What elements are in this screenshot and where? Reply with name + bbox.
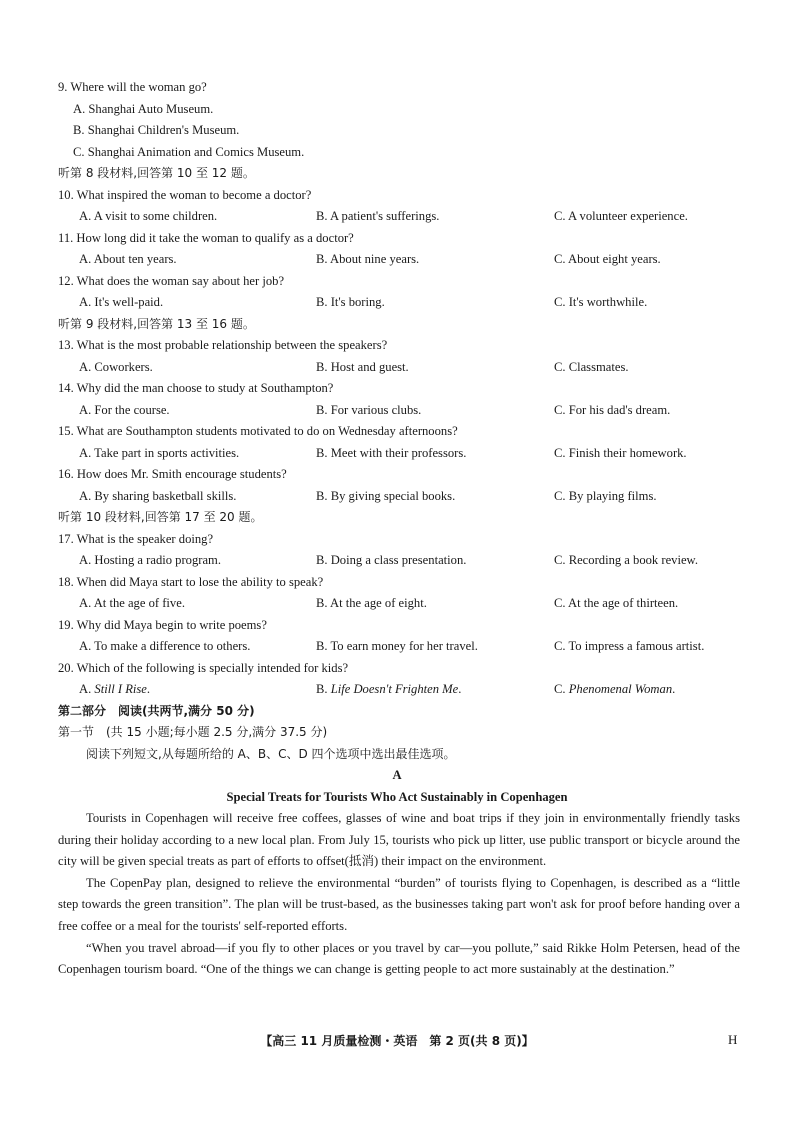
question-12-option-b: B. It's boring. <box>316 295 385 309</box>
passage-paragraph: The CopenPay plan, designed to relieve the environmental “burden” of tourists flying to Copenhagen, is described as a “little step towards the green transition”. The plan will be trust-based, as the businesses taking part won't ask for proof before handing over a free coffee or a meal for the tourists' self-reported efforts. <box>58 875 740 933</box>
option-letter: C. <box>554 682 569 696</box>
question-16-option-b: B. By giving special books. <box>316 489 456 503</box>
question-11-option-b: B. About nine years. <box>316 252 420 266</box>
question-17-option-c: C. Recording a book review. <box>554 553 698 567</box>
question-17-option-a: A. Hosting a radio program. <box>79 553 221 567</box>
question-20-option-a <box>79 681 150 697</box>
question-20-option-b <box>316 681 461 697</box>
question-13-option-a: A. Coworkers. <box>79 360 153 374</box>
question-9-option-a: A. Shanghai Auto Museum. <box>73 102 214 116</box>
section-instruction-10: 听第 10 段材料,回答第 17 至 20 题。 <box>58 510 263 524</box>
question-10-option-c: C. A volunteer experience. <box>554 209 688 223</box>
book-title: Still I Rise <box>94 682 147 696</box>
question-9-option-c: C. Shanghai Animation and Comics Museum. <box>73 145 305 159</box>
passage-paragraph: Tourists in Copenhagen will receive free coffees, glasses of wine and boat trips if they join in environmentally friendly tasks during their holiday according to a new local plan. From July 15, tourists who pick up litter, use public transport or bicycle around the city will be given special treats as part of efforts to offset(抵消) their impact on the environment. <box>58 811 740 869</box>
question-12-option-c: C. It's worthwhile. <box>554 295 648 309</box>
question-14: 14. Why did the man choose to study at Southampton? <box>58 381 334 395</box>
question-15: 15. What are Southampton students motivated to do on Wednesday afternoons? <box>58 424 458 438</box>
question-14-option-c: C. For his dad's dream. <box>554 403 671 417</box>
question-11-option-a: A. About ten years. <box>79 252 177 266</box>
book-title: Phenomenal Woman <box>568 682 673 696</box>
option-letter: B. <box>316 682 331 696</box>
question-19: 19. Why did Maya begin to write poems? <box>58 618 267 632</box>
part-two-title: 第二部分 阅读(共两节,满分 50 分) <box>58 704 255 718</box>
option-letter: A. <box>79 682 95 696</box>
question-10-option-b: B. A patient's sufferings. <box>316 209 440 223</box>
question-20: 20. Which of the following is specially intended for kids? <box>58 661 349 675</box>
question-14-option-b: B. For various clubs. <box>316 403 422 417</box>
question-9-option-b: B. Shanghai Children's Museum. <box>73 123 240 137</box>
section-instruction-8: 听第 8 段材料,回答第 10 至 12 题。 <box>58 166 255 180</box>
section-instruction-9: 听第 9 段材料,回答第 13 至 16 题。 <box>58 317 255 331</box>
question-11: 11. How long did it take the woman to qualify as a doctor? <box>58 231 354 245</box>
page-footer: 【高三 11 月质量检测・英语 第 2 页(共 8 页)】 <box>260 1034 534 1048</box>
reading-instruction: 阅读下列短文,从每题所给的 A、B、C、D 四个选项中选出最佳选项。 <box>86 747 456 761</box>
question-16-option-a: A. By sharing basketball skills. <box>79 489 237 503</box>
question-18-option-c: C. At the age of thirteen. <box>554 596 679 610</box>
question-10-option-a: A. A visit to some children. <box>79 209 218 223</box>
question-16: 16. How does Mr. Smith encourage students? <box>58 467 287 481</box>
question-13: 13. What is the most probable relationship between the speakers? <box>58 338 388 352</box>
option-punct: . <box>458 682 462 696</box>
question-17: 17. What is the speaker doing? <box>58 532 214 546</box>
question-18-option-a: A. At the age of five. <box>79 596 185 610</box>
question-18: 18. When did Maya start to lose the ability to speak? <box>58 575 324 589</box>
question-12: 12. What does the woman say about her job? <box>58 274 285 288</box>
passage-paragraph: “When you travel abroad—if you fly to other places or you travel by car—you pollute,” said Rikke Holm Petersen, head of the Copenhagen tourism board. “One of the things we can change is getting people to act more sustainably at the destination.” <box>58 940 740 977</box>
paper-version-letter: H <box>728 1032 738 1047</box>
question-19-option-b: B. To earn money for her travel. <box>316 639 478 653</box>
question-15-option-c: C. Finish their homework. <box>554 446 687 460</box>
book-title: Life Doesn't Frighten Me <box>330 682 459 696</box>
question-12-option-a: A. It's well-paid. <box>79 295 164 309</box>
question-17-option-b: B. Doing a class presentation. <box>316 553 467 567</box>
passage-title: Special Treats for Tourists Who Act Sustainably in Copenhagen <box>226 790 568 804</box>
option-punct: . <box>672 682 676 696</box>
question-18-option-b: B. At the age of eight. <box>316 596 427 610</box>
option-punct: . <box>146 682 151 696</box>
question-20-option-c <box>554 681 675 697</box>
question-13-option-c: C. Classmates. <box>554 360 629 374</box>
section-one-title: 第一节 (共 15 小题;每小题 2.5 分,满分 37.5 分) <box>58 725 328 739</box>
question-10: 10. What inspired the woman to become a doctor? <box>58 188 312 202</box>
question-16-option-c: C. By playing films. <box>554 489 657 503</box>
question-15-option-a: A. Take part in sports activities. <box>79 446 240 460</box>
question-11-option-c: C. About eight years. <box>554 252 661 266</box>
passage-letter: A <box>392 768 402 782</box>
question-13-option-b: B. Host and guest. <box>316 360 409 374</box>
question-15-option-b: B. Meet with their professors. <box>316 446 467 460</box>
question-19-option-a: A. To make a difference to others. <box>79 639 251 653</box>
question-19-option-c: C. To impress a famous artist. <box>554 639 705 653</box>
question-9: 9. Where will the woman go? <box>58 80 207 94</box>
question-14-option-a: A. For the course. <box>79 403 170 417</box>
passage-body <box>58 808 740 981</box>
